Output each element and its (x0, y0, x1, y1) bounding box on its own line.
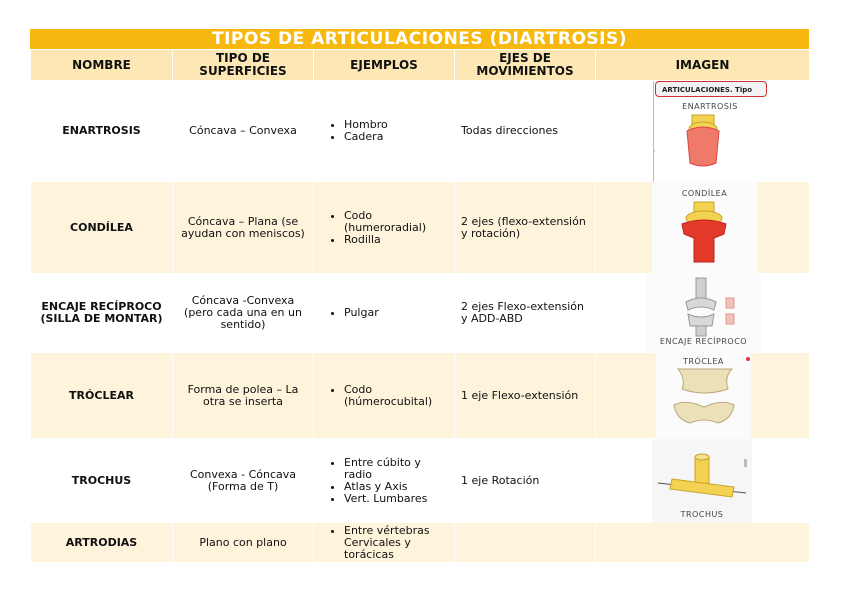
condilea-label: CONDÍLEA (681, 189, 728, 198)
row-superficie: Forma de polea – La otra se inserta (173, 353, 314, 439)
header-ejes: EJES DE MOVIMIENTOS (455, 50, 596, 81)
ejemplo-item: • Rodilla (344, 234, 448, 246)
row-ejemplos (314, 81, 455, 182)
articulaciones-header-box: ARTICULACIONES. Tipo (655, 81, 767, 97)
condilea-illustration (652, 182, 757, 274)
encaje-illustration (646, 274, 761, 353)
header-nombre: NOMBRE (31, 50, 173, 81)
ejemplo-item: • Entre vértebras Cervicales y torácicas (344, 525, 448, 561)
row-name: ARTRODIAS (31, 523, 173, 563)
encaje-label: ENCAJE RECÍPROCO (659, 337, 748, 346)
row-imagen (596, 523, 810, 563)
enartrosis-label: ENARTROSIS (682, 102, 738, 111)
row-name: ENARTROSIS (31, 81, 173, 182)
ejemplo-item: • Entre cúbito y radio (344, 457, 448, 481)
row-ejemplos (314, 353, 455, 439)
row-imagen (596, 81, 810, 182)
row-superficie: Cóncava – Convexa (173, 81, 314, 182)
row-superficie: Convexa - Cóncava (Forma de T) (173, 439, 314, 523)
table-row (31, 353, 810, 439)
header-superficies: TIPO DE SUPERFICIES (173, 50, 314, 81)
ball-socket-joint-icon (654, 81, 766, 182)
table-row (31, 81, 810, 182)
ejemplo-item: • Atlas y Axis (344, 481, 448, 493)
trochus-label: TROCHUS (680, 510, 724, 519)
row-imagen (596, 439, 810, 523)
troclea-label: TRÓCLEA (683, 357, 724, 366)
ejemplo-item: • Pulgar (344, 307, 448, 319)
row-superficie: Plano con plano (173, 523, 314, 563)
articulaciones-table (30, 49, 810, 563)
row-ejemplos (314, 523, 455, 563)
row-name: TRÓCLEAR (31, 353, 173, 439)
table-row (31, 182, 810, 274)
row-imagen (596, 274, 810, 353)
row-ejes: 2 ejes Flexo-extensión y ADD-ABD (455, 274, 596, 353)
table-row (31, 523, 810, 563)
row-ejemplos (314, 182, 455, 274)
row-superficie: Cóncava -Convexa (pero cada una en un sentido) (173, 274, 314, 353)
row-ejes: 1 eje Flexo-extensión (455, 353, 596, 439)
row-ejemplos (314, 274, 455, 353)
row-ejemplos (314, 439, 455, 523)
trochus-illustration (652, 439, 752, 523)
ejemplo-item: • Codo (húmerocubital) (344, 384, 448, 408)
ejemplo-item: • Hombro (344, 119, 448, 131)
header-row (31, 50, 810, 81)
ejemplo-item: • Vert. Lumbares (344, 493, 448, 505)
articulaciones-sheet (30, 29, 809, 563)
row-name: TROCHUS (31, 439, 173, 523)
row-name: CONDÍLEA (31, 182, 173, 274)
row-imagen (596, 353, 810, 439)
row-ejes: Todas direcciones (455, 81, 596, 182)
enartrosis-illustration (653, 81, 766, 182)
ejemplo-item: • Cadera (344, 131, 448, 143)
header-imagen: IMAGEN (596, 50, 810, 81)
trochlear-joint-icon (656, 353, 751, 439)
table-row (31, 274, 810, 353)
row-superficie: Cóncava – Plana (se ayudan con meniscos) (173, 182, 314, 274)
row-name: ENCAJE RECÍPROCO (SILLA DE MONTAR) (31, 274, 173, 353)
table-title: TIPOS DE ARTICULACIONES (DIARTROSIS) (30, 29, 809, 49)
troclea-illustration (656, 353, 751, 439)
row-imagen (596, 182, 810, 274)
table-row (31, 439, 810, 523)
row-ejes (455, 523, 596, 563)
condylar-joint-icon (652, 182, 757, 274)
row-ejes: 2 ejes (flexo-extensión y rotación) (455, 182, 596, 274)
ejemplo-item: • Codo (humeroradial) (344, 210, 448, 234)
row-ejes: 1 eje Rotación (455, 439, 596, 523)
header-ejemplos: EJEMPLOS (314, 50, 455, 81)
